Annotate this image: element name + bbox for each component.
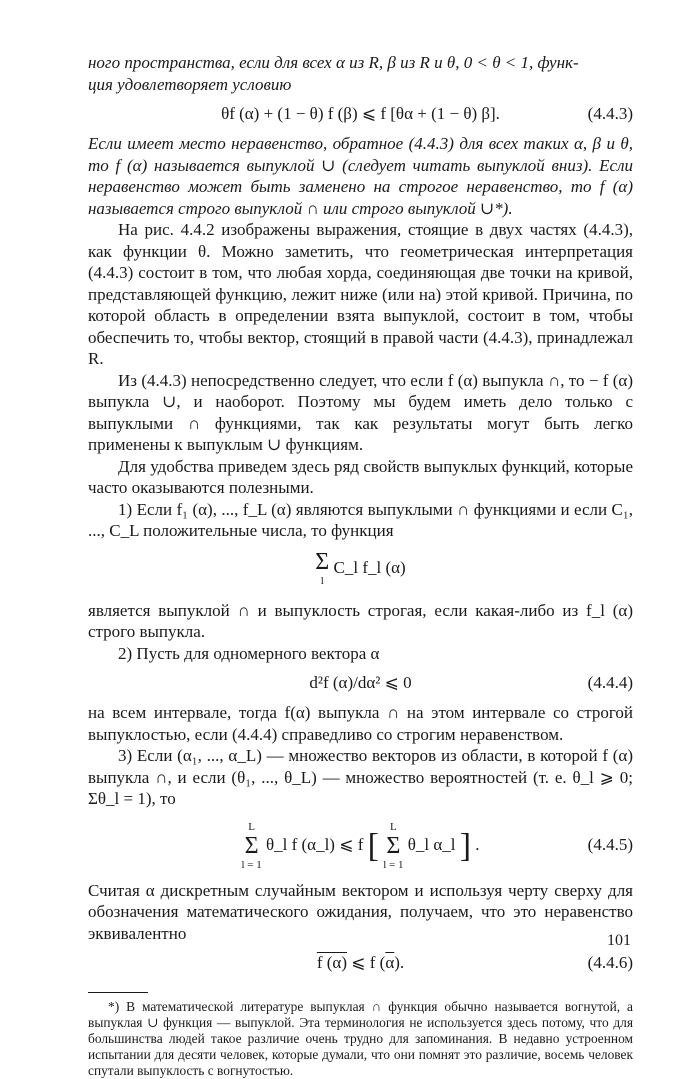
intro-line-1: ного пространства, если для всех α из R, β из R и θ, 0 < θ < 1, функ- — [88, 53, 579, 72]
equation-4-4-5: L Σ l = 1 θ_l f (α_l) ⩽ f [ L Σ l = 1 θ_l α_l ] . (4.4.5) — [241, 820, 633, 871]
expectation-lhs: f (α) — [316, 953, 347, 972]
footnote-divider — [88, 992, 148, 993]
equation-number: (4.4.6) — [587, 953, 633, 972]
equation-formula: θf (α) + (1 − θ) f (β) ⩽ f [θα + (1 − θ) β]. — [221, 104, 500, 123]
sum-lower: l = 1 — [241, 858, 262, 871]
sigma-symbol: Σ — [315, 548, 330, 575]
page-body — [88, 52, 633, 1079]
sum-left-body: θ_l f (α_l) ⩽ f — [265, 834, 364, 854]
intro-line-2: ция удовлетворяет условию — [88, 74, 292, 94]
property-2-end: на всем интервале, тогда f(α) выпукла ∩ на этом интервале со строгой выпуклостью, если (4.4.4) справедливо со строгим неравенством. — [88, 703, 633, 744]
sum-upper: L — [248, 820, 255, 833]
equation-number: (4.4.5) — [587, 834, 633, 854]
paragraph-properties: Для удобства приведем здесь ряд свойств выпуклых функций, которые часто оказываются полезными. — [88, 456, 633, 497]
equation-4-4-3 — [88, 99, 633, 129]
definition-paragraph: Если имеет место неравенство, обратное (4.4.3) для всех таких α, β и θ, то f (α) называется выпуклой ∪ (следует читать выпуклой вниз). Если неравенство может быть заменено на строгое неравенство, то f (α) называется строго выпуклой ∩ или строго выпуклой ∪*). — [88, 134, 633, 218]
property-3: 3) Если (α₁, ..., α_L) — множество векторов из области, в которой f (α) выпукла ∩, и если (θ₁, ..., θ_L) — множество вероятностей (т. е. θ_l ⩾ 0; Σθ_l = 1), то — [88, 746, 633, 808]
sum-index: l — [320, 574, 324, 587]
equation-number: (4.4.3) — [587, 104, 633, 123]
paragraph-figure: На рис. 4.4.2 изображены выражения, стоящие в двух частях (4.4.3), как функции θ. Можно заметить, что геометрическая интерпретация (4.4.3) состоит в том, что любая хорда, соединяющая две точки на кривой, представляющей функцию, лежит ниже (или на) этой кривой. Причина, по которой область в определении взята выпуклой, состоит в том, чтобы обеспечить то, чтобы вектор, стоящий в правой части (4.4.3), принадлежал R. — [88, 220, 633, 368]
equation-4-4-4 — [88, 668, 633, 698]
expectation-alpha: $\overline{\alpha}$ — [385, 953, 395, 972]
equation-formula: d²f (α)/dα² ⩽ 0 — [309, 673, 412, 692]
paragraph-negation: Из (4.4.3) непосредственно следует, что если f (α) выпукла ∩, то − f (α) выпукла ∪, и наоборот. Поэтому мы будем иметь дело только с выпуклыми ∩ функциями, так как результаты могут быть легко применены к выпуклым ∪ функциям. — [88, 370, 633, 454]
sum-inner-body: θ_l α_l — [407, 834, 456, 854]
property-1-end: является выпуклой ∩ и выпуклость строгая, если какая-либо из f_l (α) строго выпукла. — [88, 600, 633, 641]
property-2: 2) Пусть для одномерного вектора α — [118, 643, 380, 663]
property-1: 1) Если f₁ (α), ..., f_L (α) являются выпуклыми ∩ функциями и если C₁, ..., C_L положительные числа, то функция — [88, 499, 633, 540]
equation-number: (4.4.4) — [587, 673, 633, 692]
paragraph-expectation: Считая α дискретным случайным вектором и используя черту сверху для обозначения математического ожидания, получаем, что это неравенство эквивалентно — [88, 880, 633, 943]
footnote: *) В математической литературе выпуклая ∩ функция обычно называется вогнутой, а выпуклая ∪ функция — выпуклой. Эта терминология не используется здесь потому, что для большинства людей такое различие очень трудно для запоминания. В недавно устроенном испытании для десяти человек, которые думали, что они помнят это различие, восемь человек спутали выпуклость с вогнутостью. — [88, 999, 633, 1078]
sum-sign-left: L Σ l = 1 — [241, 820, 262, 871]
sum-sign — [315, 550, 329, 588]
sum-sign-inner: L Σ l = 1 — [383, 820, 404, 871]
page-number: 101 — [607, 932, 631, 949]
equation-4-4-6: f (α) ⩽ f $(\overline{\alpha})$. (4.4.6) — [316, 953, 633, 972]
equation-sum — [88, 546, 633, 596]
sum-body: C_l f_l (α) — [333, 557, 406, 577]
